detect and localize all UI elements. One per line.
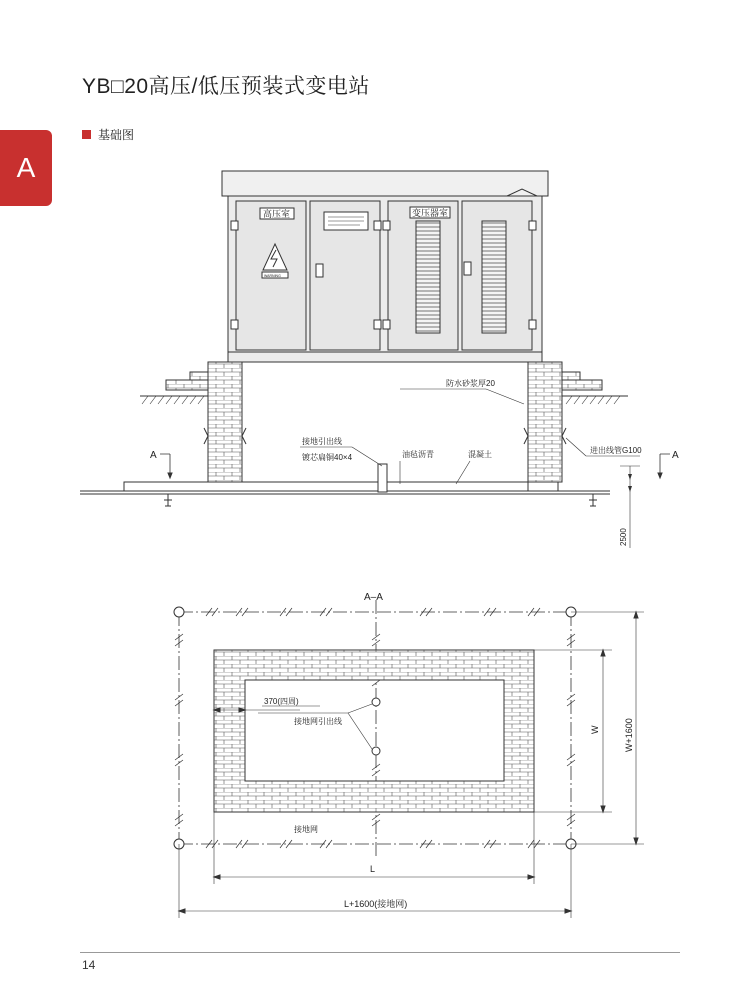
note-waterproof: 防水砂浆厚20 — [446, 379, 495, 388]
page-number: 14 — [82, 958, 96, 972]
chapter-letter: A — [16, 152, 36, 183]
page-title: YB□20高压/低压预装式变电站 — [82, 75, 370, 98]
foundation-plan — [174, 600, 644, 918]
ground-rod — [378, 464, 387, 492]
note-ground-copper: 镀芯扁铜40×4 — [302, 453, 353, 462]
dim-w-total: W+1600 — [624, 718, 634, 752]
brick-wall-ring — [214, 650, 534, 812]
dim-depth: 2500 — [619, 528, 628, 546]
louver-left — [416, 221, 440, 333]
concrete-slab — [124, 482, 528, 491]
plan-labels — [264, 592, 634, 909]
louver-right — [482, 221, 506, 333]
note-wall: 370(四周) — [264, 697, 299, 706]
ground-lead-point — [372, 747, 380, 755]
note-conduit: 进出线管G100 — [590, 446, 642, 455]
dim-l-total: L+1600(接地网) — [344, 899, 408, 909]
note-asphalt: 油毡沥青 — [402, 450, 434, 459]
note-plan-ground-lead: 接地网引出线 — [294, 717, 342, 726]
dim-l: L — [370, 864, 376, 874]
ground-lead-point — [372, 698, 380, 706]
substation-elevation — [80, 171, 670, 548]
roof — [222, 171, 548, 196]
footer-rule — [80, 952, 680, 953]
section-mark-left: A — [150, 450, 157, 461]
right-pier — [528, 362, 562, 482]
dim-w: W — [590, 725, 600, 734]
plan-section-title: A–A — [364, 592, 383, 603]
left-pier — [208, 362, 242, 482]
warning-label: WARNING — [264, 274, 281, 278]
hv-handle — [316, 264, 323, 277]
hv-room-label: 高压室 — [263, 209, 291, 219]
note-ground-grid: 接地网 — [294, 825, 318, 834]
section-label: 基础图 — [98, 128, 135, 142]
tr-handle — [464, 262, 471, 275]
section-mark-right: A — [672, 450, 679, 461]
note-concrete: 混凝土 — [468, 450, 492, 459]
transformer-room-label: 变压器室 — [412, 208, 449, 218]
note-ground-lead: 接地引出线 — [302, 437, 342, 446]
